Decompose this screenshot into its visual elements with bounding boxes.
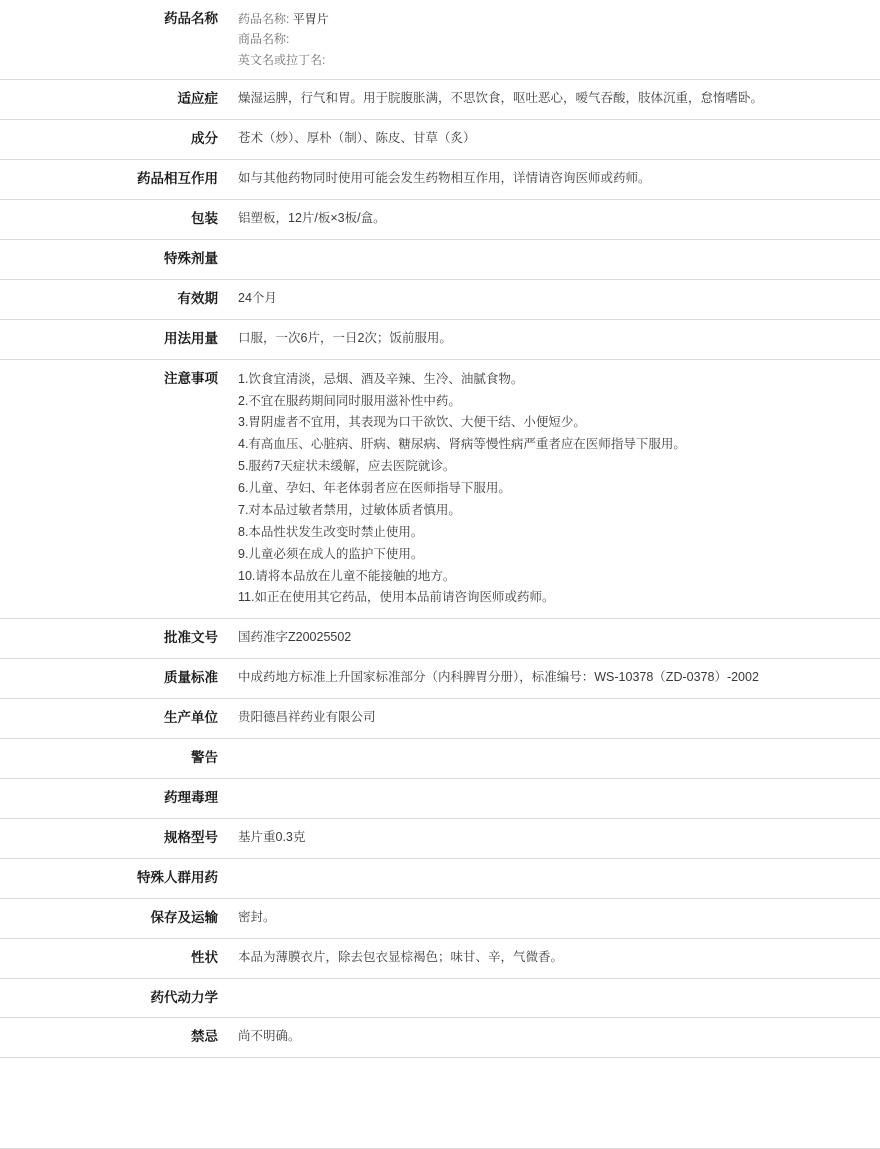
table-row <box>0 898 880 938</box>
row-label: 药理毒理 <box>164 789 218 805</box>
row-label: 批准文号 <box>164 630 218 646</box>
row-value: 苍术（炒）、厚朴（制）、陈皮、甘草（炙） <box>238 131 476 146</box>
row-label: 药品名称 <box>164 11 218 26</box>
list-item: 9.儿童必须在成人的监护下使用。 <box>238 546 424 561</box>
row-label: 禁忌 <box>191 1029 218 1045</box>
table-row <box>0 619 880 659</box>
row-value: 尚不明确。 <box>238 1029 301 1044</box>
row-value-name-block <box>228 0 880 80</box>
row-value: 24个月 <box>238 290 277 305</box>
table-row <box>0 0 880 80</box>
row-label: 警告 <box>191 750 218 766</box>
row-value: 基片重0.3克 <box>238 829 306 844</box>
drug-name-key: 药品名称: <box>238 12 290 26</box>
table-row <box>0 778 880 818</box>
drug-name-line <box>238 9 870 29</box>
table-row <box>0 1018 880 1058</box>
latin-name-line <box>238 50 870 70</box>
trade-name-line <box>238 29 870 49</box>
row-label: 药代动力学 <box>150 989 218 1005</box>
row-label: 注意事项 <box>164 370 218 386</box>
row-label: 用法用量 <box>164 330 218 346</box>
table-row <box>0 80 880 120</box>
row-value: 国药准字Z20025502 <box>238 630 352 645</box>
list-item: 7.对本品过敏者禁用，过敏体质者慎用。 <box>238 502 461 517</box>
row-label: 规格型号 <box>164 829 218 845</box>
row-value: 贵阳德昌祥药业有限公司 <box>238 710 376 725</box>
drug-name-value: 平胃片 <box>292 12 329 26</box>
table-row <box>0 938 880 978</box>
table-row <box>0 160 880 200</box>
row-value: 口服，一次6片，一日2次；饭前服用。 <box>238 330 452 345</box>
list-item: 8.本品性状发生改变时禁止使用。 <box>238 524 424 539</box>
latin-name-key: 英文名或拉丁名: <box>238 52 326 67</box>
bottom-spacer <box>0 1058 880 1148</box>
table-row <box>0 199 880 239</box>
row-label: 药品相互作用 <box>137 171 218 187</box>
row-label: 适应症 <box>177 91 218 107</box>
row-value: 如与其他药物同时使用可能会发生药物相互作用，详情请咨询医师或药师。 <box>238 171 651 186</box>
row-value-notes <box>228 359 880 619</box>
list-item: 5.服药7天症状未缓解，应去医院就诊。 <box>238 459 456 474</box>
trade-name-key: 商品名称: <box>238 32 290 47</box>
list-item: 10.请将本品放在儿童不能接触的地方。 <box>238 568 456 583</box>
row-label: 包装 <box>191 210 218 226</box>
list-item: 11.如正在使用其它药品，使用本品前请咨询医师或药师。 <box>238 590 555 605</box>
row-label: 生产单位 <box>164 710 218 726</box>
row-label: 成分 <box>191 131 218 147</box>
row-value: 铝塑板，12片/板×3板/盒。 <box>238 210 386 225</box>
table-row <box>0 120 880 160</box>
table-row <box>0 359 880 619</box>
row-value <box>228 239 880 279</box>
table-row <box>0 858 880 898</box>
row-value: 本品为薄膜衣片，除去包衣显棕褐色；味甘、辛，气微香。 <box>238 949 564 964</box>
table-row <box>0 659 880 699</box>
row-value: 密封。 <box>238 909 276 924</box>
list-item: 6.儿童、孕妇、年老体弱者应在医师指导下服用。 <box>238 481 511 495</box>
row-label: 质量标准 <box>164 670 218 686</box>
row-label: 有效期 <box>177 290 218 306</box>
table-row <box>0 239 880 279</box>
row-value: 燥湿运脾，行气和胃。用于脘腹胀满，不思饮食，呕吐恶心，嗳气吞酸，肢体沉重，怠惰嗜卧。 <box>238 91 764 106</box>
row-label: 保存及运输 <box>150 909 218 925</box>
list-item: 3.胃阴虚者不宜用，其表现为口干欲饮、大便干结、小便短少。 <box>238 415 586 430</box>
table-row <box>0 818 880 858</box>
row-label: 特殊剂量 <box>164 250 218 266</box>
table-row <box>0 699 880 739</box>
list-item: 4.有高血压、心脏病、肝病、糖尿病、肾病等慢性病严重者应在医师指导下服用。 <box>238 437 686 452</box>
row-value <box>228 858 880 898</box>
table-row <box>0 739 880 779</box>
row-value <box>228 978 880 1018</box>
table-row <box>0 279 880 319</box>
list-item: 2.不宜在服药期间同时服用滋补性中药。 <box>238 393 461 408</box>
row-label: 性状 <box>191 949 218 965</box>
row-value: 中成药地方标准上升国家标准部分（内科脾胃分册），标准编号：WS-10378（ZD-0378）-2002 <box>238 670 759 685</box>
table-row <box>0 978 880 1018</box>
row-value <box>228 739 880 779</box>
precautions-list <box>238 369 870 610</box>
list-item: 1.饮食宜清淡，忌烟、酒及辛辣、生冷、油腻食物。 <box>238 371 524 386</box>
row-label: 特殊人群用药 <box>137 869 218 885</box>
table-row <box>0 319 880 359</box>
row-value <box>228 778 880 818</box>
